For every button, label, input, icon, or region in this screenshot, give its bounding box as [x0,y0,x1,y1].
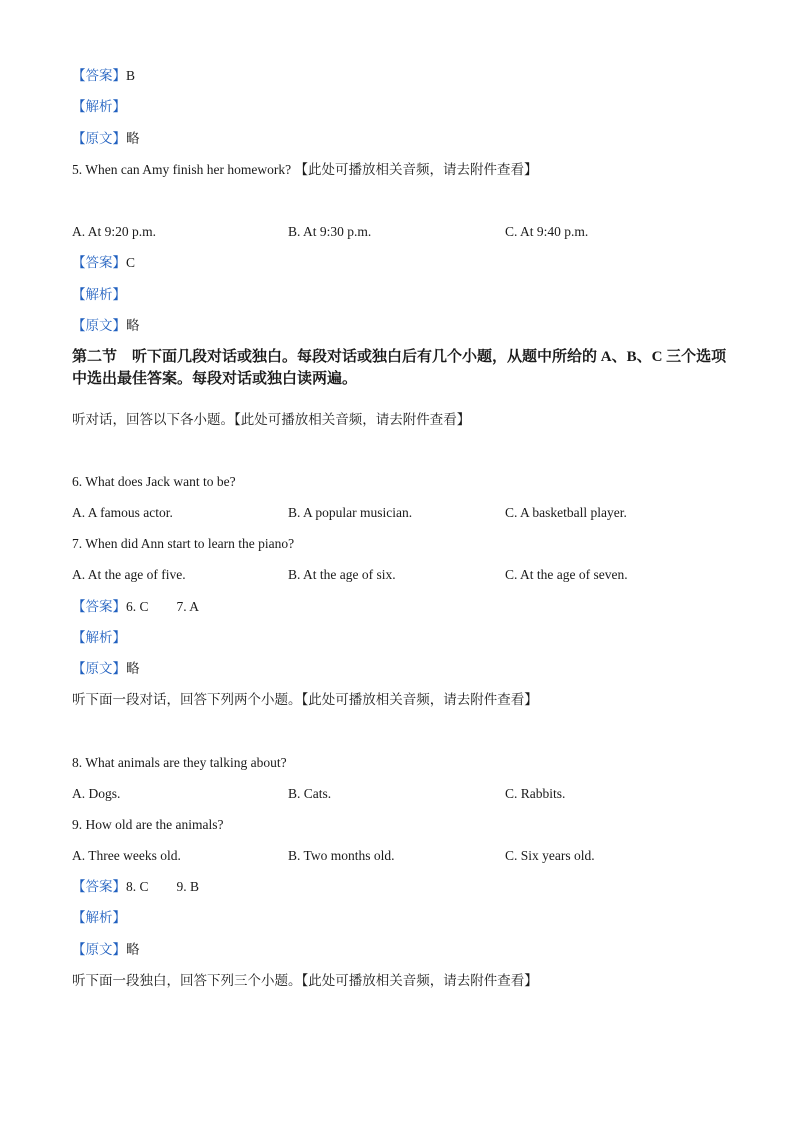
audio-note: 【此处可播放相关音频，请去附件查看】 [301,973,538,988]
original-value: 略 [126,942,140,957]
answer-line [72,877,199,897]
q5-option-c: C. At 9:40 p.m. [505,224,589,239]
original-value: 略 [126,318,140,333]
answer-value: B [126,68,136,83]
analysis-line [72,628,126,648]
q9-option-b: B. Two months old. [288,848,395,863]
question-5 [72,160,537,180]
section-2-heading: 第二节 听下面几段对话或独白。每段对话或独白后有几个小题，从题中所给的 A、B、C 三个选项中选出最佳答案。每段对话或独白读两遍。 [72,349,727,387]
answer-value-6: 6. C [126,599,149,614]
answer-value-7: 7. A [176,599,200,614]
section-2-intro [72,410,470,430]
answer-label: 【答案】 [72,879,126,894]
q9-option-c: C. Six years old. [505,848,595,863]
original-label: 【原文】 [72,131,126,146]
audio-note: 【此处可播放相关音频，请去附件查看】 [294,162,538,177]
intro-text: 听下面一段独白，回答下列三个小题。 [72,973,302,988]
q5-option-b: B. At 9:30 p.m. [288,224,372,239]
original-label: 【原文】 [72,318,126,333]
intro-last [72,971,538,991]
q6-option-c: C. A basketball player. [505,505,627,520]
question-8: 8. What animals are they talking about? [72,755,287,770]
original-label: 【原文】 [72,942,126,957]
q8-option-b: B. Cats. [288,786,332,801]
analysis-label: 【解析】 [72,287,126,302]
answer-label: 【答案】 [72,255,126,270]
answer-value-9: 9. B [176,879,200,894]
original-line [72,940,140,960]
audio-note: 【此处可播放相关音频，请去附件查看】 [301,692,538,707]
analysis-label: 【解析】 [72,630,126,645]
answer-value: C [126,255,136,270]
analysis-line [72,908,126,928]
answer-line [72,253,135,273]
q7-option-b: B. At the age of six. [288,567,396,582]
analysis-label: 【解析】 [72,910,126,925]
q8-option-a: A. Dogs. [72,786,121,801]
analysis-line [72,97,126,117]
question-7: 7. When did Ann start to learn the piano? [72,536,295,551]
analysis-line [72,285,126,305]
question-6: 6. What does Jack want to be? [72,474,236,489]
intro-text: 听对话，回答以下各小题。 [72,412,234,427]
q8-option-c: C. Rabbits. [505,786,566,801]
answer-value-8: 8. C [126,879,149,894]
q7-option-c: C. At the age of seven. [505,567,628,582]
original-line [72,316,140,336]
answer-label: 【答案】 [72,68,126,83]
intro-8-9 [72,690,538,710]
answer-line [72,597,199,617]
original-label: 【原文】 [72,661,126,676]
q6-option-a: A. A famous actor. [72,505,173,520]
original-value: 略 [126,661,140,676]
audio-note: 【此处可播放相关音频，请去附件查看】 [234,412,471,427]
q7-option-a: A. At the age of five. [72,567,186,582]
original-line [72,659,140,679]
q6-option-b: B. A popular musician. [288,505,413,520]
original-line [72,129,140,149]
analysis-label: 【解析】 [72,99,126,114]
original-value: 略 [126,131,140,146]
q5-option-a: A. At 9:20 p.m. [72,224,157,239]
question-5-text: 5. When can Amy finish her homework? [72,162,292,177]
answer-line [72,66,135,86]
answer-label: 【答案】 [72,599,126,614]
q9-option-a: A. Three weeks old. [72,848,181,863]
intro-text: 听下面一段对话，回答下列两个小题。 [72,692,302,707]
question-9: 9. How old are the animals? [72,817,224,832]
